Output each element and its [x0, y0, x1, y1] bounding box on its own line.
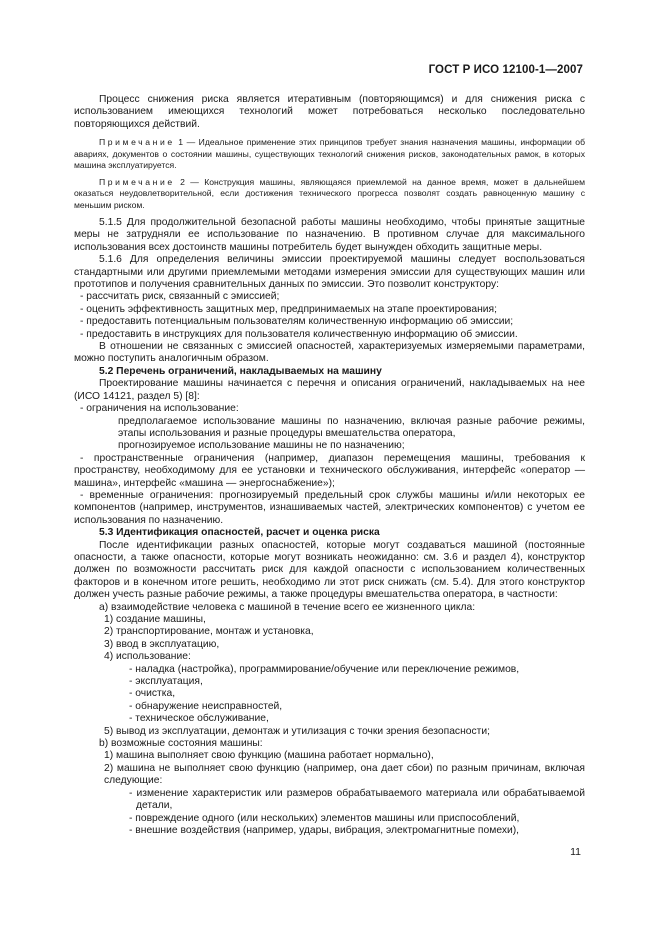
list-item: прогнозируемое использование машины не по назначению;	[118, 440, 405, 452]
list-item: - временные ограничения: прогнозируемый предельный срок службы машины и/или некоторых ее компонентов (например, инструментов, изнашиваемых частей, электрических компонентов) с учетом ее использования по назначению.	[74, 489, 585, 526]
list-item: a) взаимодействие человека с машиной в течение всего ее жизненного цикла:	[99, 601, 476, 613]
list-item: - обнаружение неисправностей,	[129, 700, 283, 712]
list-item: - предоставить в инструкциях для пользователя количественную информацию об эмиссии.	[80, 328, 518, 340]
note-label: Примечание	[99, 177, 175, 188]
note-label: Примечание	[99, 137, 175, 148]
paragraph-5-3: После идентификации разных опасностей, которые могут создаваться машиной (постоянные опасности, а также опасности, которые могут возникать неожиданно: см. 3.6 и раздел 4), конструктор должен по возможности рассчитать риск для каждой опасности с использованием количественных факторов и в конечном итоге решить, необходимо ли этот риск снижать (см. 5.4). Для этого конструктор должен учесть разные рабочие режимы, а также процедуры вмешательства оператора, в частности:	[74, 539, 585, 601]
standard-header: ГОСТ Р ИСО 12100-1—2007	[428, 64, 583, 76]
list-item: b) возможные состояния машины:	[99, 738, 263, 750]
list-item: предполагаемое использование машины по назначению, включая разные рабочие режимы, этапы использования и разные процедуры вмешательства оператора,	[118, 415, 585, 439]
paragraph-5-1-5: 5.1.5 Для продолжительной безопасной работы машины необходимо, чтобы принятые защитные меры не затрудняли ее использование по назначению. В противном случае для максимального использования всех достоинств машины потребитель будет вынужден обходить защитные меры.	[74, 217, 585, 253]
note-text: 2 — Конструкция машины, являющаяся приемлемой на данное время, может в дальнейшем оказаться неудовлетворительной, если достижения технического прогресса позволят создать равноценную машину с меньшим риском.	[74, 177, 585, 210]
list-item: - оценить эффективность защитных мер, предпринимаемых на этапе проектирования;	[80, 303, 497, 315]
note-text: 1 — Идеальное применение этих принципов требует знания назначения машины, информации об авариях, документов о состоянии машины, существующих технологий снижения рисков, законодательных рамок, в которых машина эксплуатируется.	[74, 137, 585, 170]
list-item: 4) использование:	[104, 651, 191, 663]
list-item: - повреждение одного (или нескольких) элементов машины или приспособлений,	[129, 812, 520, 824]
page-number: 11	[570, 846, 581, 858]
list-item: 5) вывод из эксплуатации, демонтаж и утилизация с точки зрения безопасности;	[104, 725, 490, 737]
paragraph-5-1-6-note: В отношении не связанных с эмиссией опасностей, характеризуемых измеряемыми параметрами, можно поступить аналогичным образом.	[74, 341, 585, 365]
section-heading-5-2: 5.2 Перечень ограничений, накладываемых на машину	[99, 365, 382, 377]
list-item: - пространственные ограничения (например, диапазон перемещения машины, требования к пространству, необходимому для ее установки и технического обслуживания, интерфейс «оператор — машина», интерфейс «машина — энергоснабжение»);	[74, 452, 585, 489]
section-heading-5-3: 5.3 Идентификация опасностей, расчет и оценка риска	[99, 527, 380, 539]
list-item: 1) машина выполняет свою функцию (машина работает нормально),	[104, 750, 434, 762]
note-1	[74, 137, 585, 171]
note-2	[74, 177, 585, 211]
list-item: - ограничения на использование:	[80, 403, 239, 415]
paragraph-5-2: Проектирование машины начинается с перечня и описания ограничений, накладываемых на нее (ИСО 14121, раздел 5) [8]:	[74, 378, 585, 402]
list-item: - очистка,	[129, 688, 176, 700]
list-item: 2) транспортирование, монтаж и установка,	[104, 626, 314, 638]
paragraph-5-1-6: 5.1.6 Для определения величины эмиссии проектируемой машины следует воспользоваться стандартными или другими приемлемыми методами измерения эмиссии для существующих машин или прототипов и получения сравнительных данных по эмиссии. Это позволит конструктору:	[74, 254, 585, 291]
list-item: - рассчитать риск, связанный с эмиссией;	[80, 291, 280, 303]
list-item: 1) создание машины,	[104, 614, 206, 625]
list-item: - эксплуатация,	[129, 676, 203, 688]
list-item: - предоставить потенциальным пользователям количественную информацию об эмиссии;	[80, 316, 514, 328]
list-item: - техническое обслуживание,	[129, 713, 269, 725]
intro-paragraph: Процесс снижения риска является итеративным (повторяющимся) и для снижения риска с использованием имеющихся технологий может потребоваться несколько последовательно повторяющихся действий.	[74, 94, 585, 130]
list-item: 2) машина не выполняет свою функцию (например, она дает сбои) по разным причинам, включая следующие:	[104, 762, 585, 787]
list-item: 3) ввод в эксплуатацию,	[104, 638, 220, 650]
list-item: - изменение характеристик или размеров обрабатываемого материала или обрабатываемой детали,	[129, 787, 585, 812]
page-content	[74, 94, 585, 837]
list-item: - наладка (настройка), программирование/обучение или переключение режимов,	[129, 663, 520, 675]
list-item: - внешние воздействия (например, удары, вибрация, электромагнитные помехи),	[129, 824, 520, 836]
